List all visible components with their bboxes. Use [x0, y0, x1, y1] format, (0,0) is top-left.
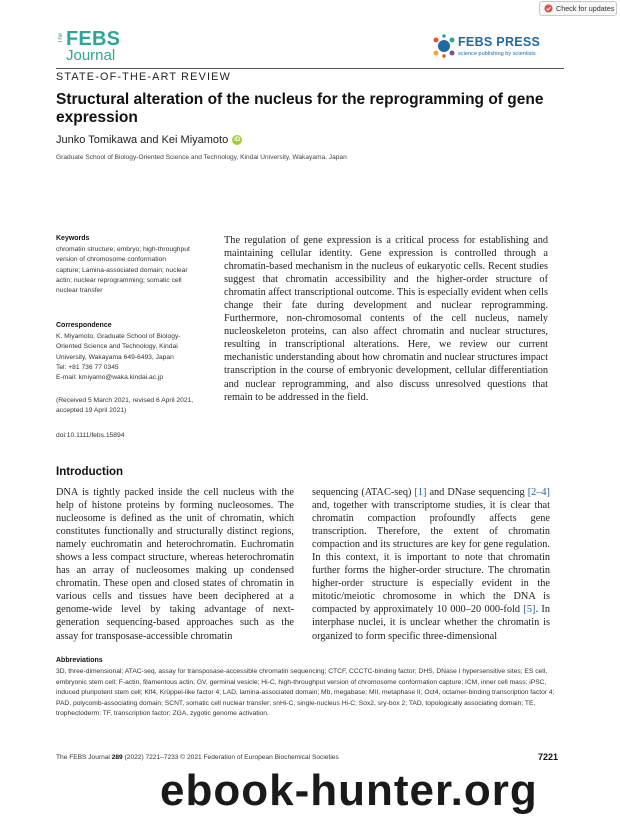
received-dates: (Received 5 March 2021, revised 6 April 2021, accepted 19 April 2021): [56, 397, 194, 415]
correspondence-address: K. Miyamoto, Graduate School of Biology-Oriented Science and Technology, Kindai University, Wakayama 649-6493, Japan: [56, 333, 181, 361]
intro-text-3: and, together with transcriptome studies, it is clear that chromatin compaction profoundly affects gene transcription. Therefore, the extent of chromatin compaction and its structures are key for gene regulation. In this context, it is important to note that chromatin further forms the higher-order structure. The chromatin higher-order structure is especially evident in the mitotic/meiotic chromosome in which the DNA is compacted by approximately 10 000–20 000-fold: [312, 500, 550, 616]
publisher-logo: [432, 34, 562, 64]
intro-text-2: and DNase sequencing: [426, 487, 528, 498]
footer-copyright: (2022) 7221–7233 © 2021 Federation of European Biochemical Societies: [124, 754, 339, 761]
abstract: The regulation of gene expression is a critical process for establishing and maintaining cellular identity. Gene expression is controlled through a chromatin-based mechanism in the nucleus of eukaryotic cells. Recent studies suggest that chromatin accessibility and the higher-order structure of chromatin affect transcriptional outcome. This is especially evident when cells change their fate during development and nuclear reprogramming. Furthermore, non-chromosomal contents of the cell nucleus, namely nucleoskeleton proteins, can also affect chromatin and nuclear structures, resulting in transcriptional alterations. Here, we review our current mechanistic understanding about how chromatin and nuclear structures impact transcription in the course of embryonic development, cellular differentiation and nuclear reprogramming, and also discuss unresolved questions that remain to be addressed in the field.: [224, 235, 548, 403]
footer-citation: [56, 754, 339, 761]
journal-logo-prefix: The: [58, 33, 64, 44]
correspondence-block: [56, 332, 196, 383]
correspondence-heading: Correspondence: [56, 322, 112, 329]
intro-left-column: DNA is tightly packed inside the cell nucleus with the help of histone proteins by forming nucleosomes. The nucleosome is defined as the unit of chromatin, which constitutes functionally and structurally distinct regions, namely euchromatin and heterochromatin. Euchromatin shows a less compact structure, whereas heterochromatin has an array of nucleosomes making up condensed chromatin. These open and closed states of chromatin in various cells and tissues have been deciphered at a genome-wide level by taking advantage of next-generation sequencing-based approaches such as the assay for transposase-accessible chromatin: [56, 487, 294, 642]
journal-logo: [58, 30, 128, 66]
publisher-name: FEBS PRESS: [458, 35, 541, 49]
footer-journal: The FEBS Journal: [56, 754, 110, 761]
intro-right-column: [312, 486, 550, 643]
introduction-heading: Introduction: [56, 466, 124, 478]
publisher-tagline: science publishing by scientists: [458, 51, 536, 57]
section-label: STATE-OF-THE-ART REVIEW: [56, 71, 231, 83]
keywords-heading: Keywords: [56, 235, 90, 242]
page-number: 7221: [538, 752, 559, 762]
citation-link[interactable]: [5]: [523, 604, 536, 616]
article-title: Structural alteration of the nucleus for the reprogramming of gene expression: [56, 91, 544, 126]
orcid-icon[interactable]: iD: [234, 137, 241, 143]
journal-logo-name: FEBS: [66, 28, 121, 50]
affiliation: Graduate School of Biology-Oriented Science and Technology, Kindai University, Wakayama, Japan: [56, 154, 347, 161]
publisher-molecule-icon: [432, 34, 456, 58]
footer-volume: 289: [111, 754, 123, 761]
keywords-text: chromatin structure; embryo; high-throughput version of chromosome conformation capture; Lamina-associated domain; nuclear actin; nuclear reprogramming; somatic cell nuclear transfer: [56, 246, 190, 295]
check-updates-icon: [544, 4, 553, 13]
intro-text-4: . In interphase nuclei, it is unclear whether the chromatin is organized to form specific three-dimensional: [312, 604, 550, 642]
journal-logo-subname: Journal: [66, 47, 116, 64]
abbreviations-heading: Abbreviations: [56, 657, 103, 664]
citation-link[interactable]: [2–4]: [527, 487, 550, 498]
header-divider: [56, 68, 564, 69]
abbreviations-text: 3D, three-dimensional; ATAC-seq, assay for transposase-accessible chromatin sequencing; CTCF, CCCTC-binding factor; DHS, DNase I hypersensitive sites; ES cell, embryonic stem cell; F-actin, filamentous actin; GV, germinal vesicle; Hi-C, high-throughput version of chromosome conformation capture; ICM, inner cell mass; iPSC, induced pluripotent stem cell; Klf4, Krüppel-like factor 4; LAD, lamina-associated domain; Mb, megabase; MII, metaphase II; Oct4, octamer-binding transcription factor 4; PAD, polycomb-associating domain; SCNT, somatic cell nuclear transfer; snHi-C, single-nucleus Hi-C; Sox2, sry-box 2; TAD, topologically associating domain; TE, trophectoderm; TF, transcription factor; ZGA, zygotic genome activation.: [56, 668, 555, 718]
author-names: Junko Tomikawa and Kei Miyamoto: [56, 134, 229, 146]
check-for-updates-button[interactable]: [539, 1, 617, 16]
citation-link[interactable]: [1]: [414, 487, 427, 498]
correspondence-email[interactable]: E-mail: kmiyamo@waka.kindai.ac.jp: [56, 374, 164, 382]
doi-link[interactable]: doi:10.1111/febs.15894: [56, 432, 125, 439]
watermark-text: ebook-hunter.org: [160, 766, 538, 815]
correspondence-tel: Tel: +81 736 77 0345: [56, 363, 119, 371]
author-line: [56, 134, 242, 146]
intro-text-1: sequencing (ATAC-seq): [312, 487, 415, 498]
check-updates-label: Check for updates: [556, 4, 615, 13]
